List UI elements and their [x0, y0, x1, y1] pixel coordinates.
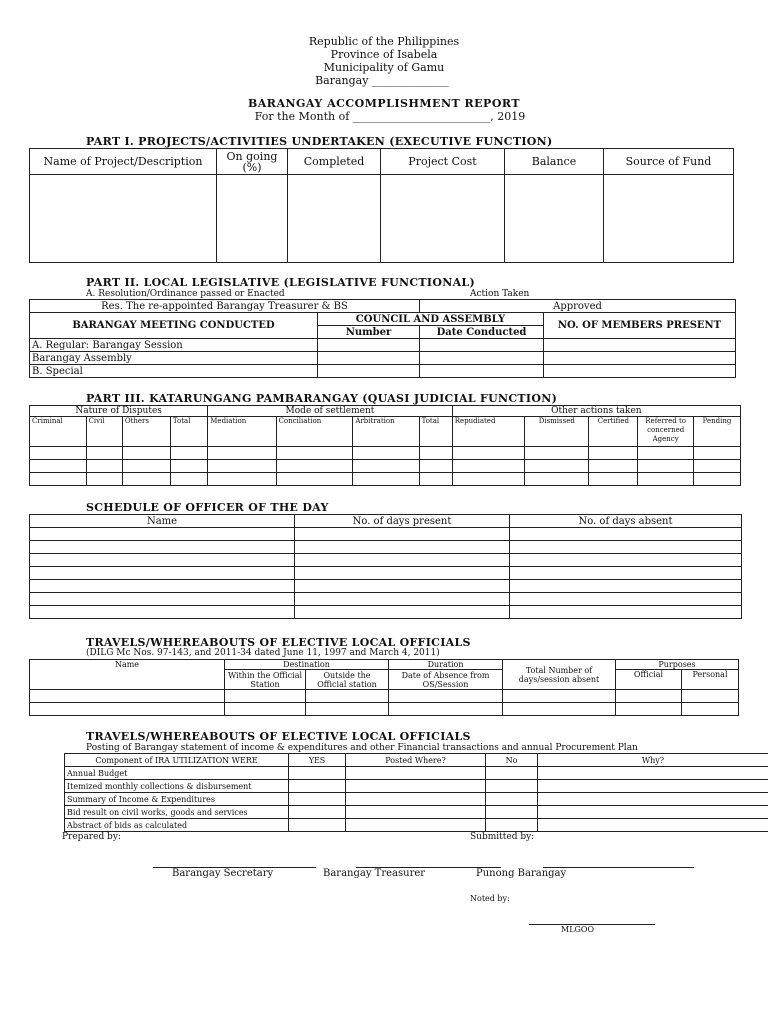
ira-label: Bid result on civil works, goods and services [65, 806, 289, 819]
col-why: Why? [538, 754, 768, 767]
col-days-present: No. of days present [295, 515, 510, 528]
council-header: COUNCIL AND ASSEMBLY [318, 313, 544, 326]
col-arbitration: Arbitration [353, 417, 419, 447]
officer-row [30, 593, 742, 606]
col-destination: Destination [225, 660, 389, 670]
col-others: Others [122, 417, 170, 447]
meeting-label: B. Special [30, 365, 318, 378]
col-purposes: Purposes [616, 660, 739, 670]
submitted-by-label: Submitted by: [470, 832, 535, 842]
meeting-row [30, 352, 736, 365]
secretary-label: Barangay Secretary [172, 868, 274, 879]
header-barangay: Barangay ______________ [315, 74, 449, 87]
col-pending: Pending [693, 417, 740, 447]
cell [544, 365, 736, 378]
treasurer-label: Barangay Treasurer [323, 868, 426, 879]
report-month-line: For the Month of _________________________, 2019 [254, 110, 526, 123]
ira-label: Itemized monthly collections & disbursement [65, 780, 289, 793]
col-absence: Date of Absence from OS/Session [389, 670, 503, 690]
part2-table [29, 299, 736, 378]
group-other: Other actions taken [452, 406, 740, 417]
ira-table [64, 753, 768, 832]
col-source-fund: Source of Fund [604, 149, 734, 175]
part3-row [30, 447, 741, 460]
col-ongoing: On going (%) [217, 149, 288, 175]
part1-entry-row [30, 175, 734, 263]
mlgoo-label: MLGOO [561, 925, 595, 934]
part1-table [29, 148, 734, 263]
col-official: Official [616, 670, 682, 690]
meeting-label: Barangay Assembly [30, 352, 318, 365]
travels2-title: TRAVELS/WHEREABOUTS OF ELECTIVE LOCAL OFFICIALS [86, 730, 471, 743]
cell [288, 175, 381, 263]
meeting-label: A. Regular: Barangay Session [30, 339, 318, 352]
cell [544, 339, 736, 352]
meeting-header: BARANGAY MEETING CONDUCTED [30, 313, 318, 339]
col-certified: Certified [589, 417, 638, 447]
col-balance: Balance [505, 149, 604, 175]
part2-sub-a: A. Resolution/Ordinance passed or Enacted [86, 289, 285, 299]
header-province: Province of Isabela [330, 48, 438, 61]
ira-label: Abstract of bids as calculated [65, 819, 289, 832]
travel-row [30, 703, 739, 716]
ira-label: Summary of Income & Expenditures [65, 793, 289, 806]
resolution-approved: Approved [420, 300, 736, 313]
header-municipality: Municipality of Gamu [323, 61, 445, 74]
ira-row [65, 780, 768, 793]
col-total: Total [170, 417, 207, 447]
ira-row [65, 819, 768, 832]
cell [318, 365, 420, 378]
officer-row [30, 606, 742, 619]
part3-row [30, 460, 741, 473]
part1-title: PART I. PROJECTS/ACTIVITIES UNDERTAKEN (EXECUTIVE FUNCTION) [86, 135, 553, 148]
col-repudiated: Repudiated [452, 417, 525, 447]
cell [318, 339, 420, 352]
header-republic: Republic of the Philippines [308, 35, 460, 48]
col-total-mode: Total [419, 417, 452, 447]
col-travel-name: Name [30, 660, 225, 690]
travel-row [30, 690, 739, 703]
noted-by-label: Noted by: [470, 894, 510, 903]
col-conciliation: Conciliation [276, 417, 353, 447]
officer-row [30, 528, 742, 541]
officer-table [29, 514, 742, 619]
col-mediation: Mediation [208, 417, 276, 447]
cell [420, 365, 544, 378]
cell [381, 175, 505, 263]
col-within: Within the Official Station [225, 670, 306, 690]
resolution-text: Res. The re-appointed Barangay Treasurer & BS [30, 300, 420, 313]
col-no: No [486, 754, 538, 767]
cell [544, 352, 736, 365]
ira-row [65, 767, 768, 780]
col-criminal: Criminal [30, 417, 87, 447]
col-duration: Duration [389, 660, 503, 670]
col-referred: Referred to concerned Agency [638, 417, 694, 447]
members-header: NO. OF MEMBERS PRESENT [544, 313, 736, 339]
travels1-subtitle: (DILG Mc Nos. 97-143, and 2011-34 dated June 11, 1997 and March 4, 2011) [86, 648, 440, 658]
travels1-table [29, 659, 739, 716]
meeting-row [30, 365, 736, 378]
meeting-row [30, 339, 736, 352]
ira-row [65, 793, 768, 806]
part3-title: PART III. KATARUNGANG PAMBARANGAY (QUASI JUDICIAL FUNCTION) [86, 392, 558, 405]
col-completed: Completed [288, 149, 381, 175]
date-header: Date Conducted [420, 326, 544, 339]
col-component: Component of IRA UTILIZATION WERE [65, 754, 289, 767]
ira-row [65, 806, 768, 819]
punong-label: Punong Barangay [476, 868, 567, 879]
group-nature: Nature of Disputes [30, 406, 208, 417]
cell [217, 175, 288, 263]
report-title: BARANGAY ACCOMPLISHMENT REPORT [247, 97, 521, 110]
officer-row [30, 541, 742, 554]
col-civil: Civil [86, 417, 122, 447]
officer-title: SCHEDULE OF OFFICER OF THE DAY [86, 501, 329, 514]
number-header: Number [318, 326, 420, 339]
cell [30, 175, 217, 263]
col-officer-name: Name [30, 515, 295, 528]
officer-row [30, 567, 742, 580]
part3-table [29, 405, 741, 486]
part3-row [30, 473, 741, 486]
col-personal: Personal [682, 670, 739, 690]
travels2-subtitle: Posting of Barangay statement of income & expenditures and other Financial transactions and annual Procurement Plan [86, 743, 638, 753]
cell [505, 175, 604, 263]
col-project-name: Name of Project/Description [30, 149, 217, 175]
officer-row [30, 580, 742, 593]
prepared-by-label: Prepared by: [62, 832, 121, 842]
part2-title: PART II. LOCAL LEGISLATIVE (LEGISLATIVE FUNCTIONAL) [86, 276, 475, 289]
cell [604, 175, 734, 263]
ira-label: Annual Budget [65, 767, 289, 780]
part2-action-taken: Action Taken [470, 289, 530, 299]
col-total-days: Total Number of days/session absent [503, 660, 616, 690]
col-dismissed: Dismissed [525, 417, 589, 447]
cell [318, 352, 420, 365]
officer-row [30, 554, 742, 567]
cell [420, 352, 544, 365]
col-days-absent: No. of days absent [510, 515, 742, 528]
col-outside: Outside the Official station [306, 670, 389, 690]
col-project-cost: Project Cost [381, 149, 505, 175]
group-mode: Mode of settlement [208, 406, 452, 417]
travels1-title: TRAVELS/WHEREABOUTS OF ELECTIVE LOCAL OFFICIALS [86, 636, 471, 649]
cell [420, 339, 544, 352]
col-yes: YES [289, 754, 346, 767]
col-posted-where: Posted Where? [346, 754, 486, 767]
